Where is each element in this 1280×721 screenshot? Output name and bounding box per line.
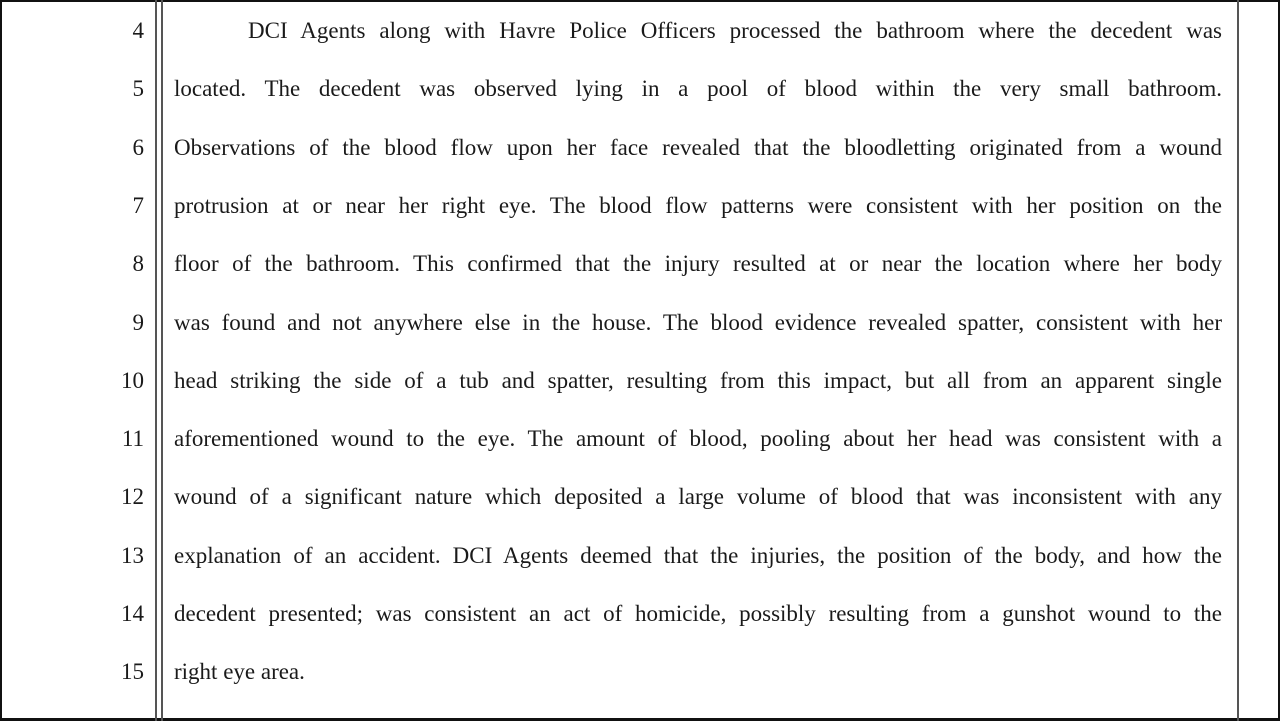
text-line: decedent presented; was consistent an act of homicide, possibly resulting from a gunshot wound to the	[174, 601, 1222, 626]
text-line: DCI Agents along with Havre Police Officers processed the bathroom where the decedent was	[248, 18, 1222, 43]
text-line: aforementioned wound to the eye. The amount of blood, pooling about her head was consistent with a	[174, 426, 1222, 452]
line-number: 4	[132, 18, 144, 43]
text-line: located. The decedent was observed lying in a pool of blood within the very small bathroom.	[174, 76, 1222, 102]
margin-rule-left-1	[155, 0, 157, 721]
line-number: 8	[132, 251, 144, 277]
line-number: 13	[121, 542, 144, 568]
margin-rule-right	[1237, 0, 1239, 721]
text-line: explanation of an accident. DCI Agents deemed that the injuries, the position of the body, and how the	[174, 542, 1222, 568]
margin-rule-left-2	[161, 0, 163, 721]
line-number: 11	[121, 426, 144, 452]
line-number: 5	[132, 76, 144, 102]
line-number: 15	[121, 659, 144, 685]
text-line: wound of a significant nature which deposited a large volume of blood that was inconsistent with any	[174, 484, 1222, 510]
text-line: head striking the side of a tub and spatter, resulting from this impact, but all from an apparent single	[174, 367, 1222, 393]
text-line: protrusion at or near her right eye. The blood flow patterns were consistent with her position on the	[174, 192, 1222, 218]
line-number: 7	[132, 192, 144, 218]
line-number: 14	[121, 601, 144, 626]
text-line: floor of the bathroom. This confirmed that the injury resulted at or near the location where her body	[174, 251, 1222, 277]
text-line: Observations of the blood flow upon her face revealed that the bloodletting originated from a wound	[174, 134, 1222, 160]
line-number: 9	[132, 309, 144, 335]
text-line: right eye area.	[174, 659, 305, 685]
line-number: 12	[121, 484, 144, 510]
text-line: was found and not anywhere else in the house. The blood evidence revealed spatter, consistent with her	[174, 309, 1222, 335]
line-number: 10	[121, 367, 144, 393]
line-number: 6	[132, 134, 144, 160]
